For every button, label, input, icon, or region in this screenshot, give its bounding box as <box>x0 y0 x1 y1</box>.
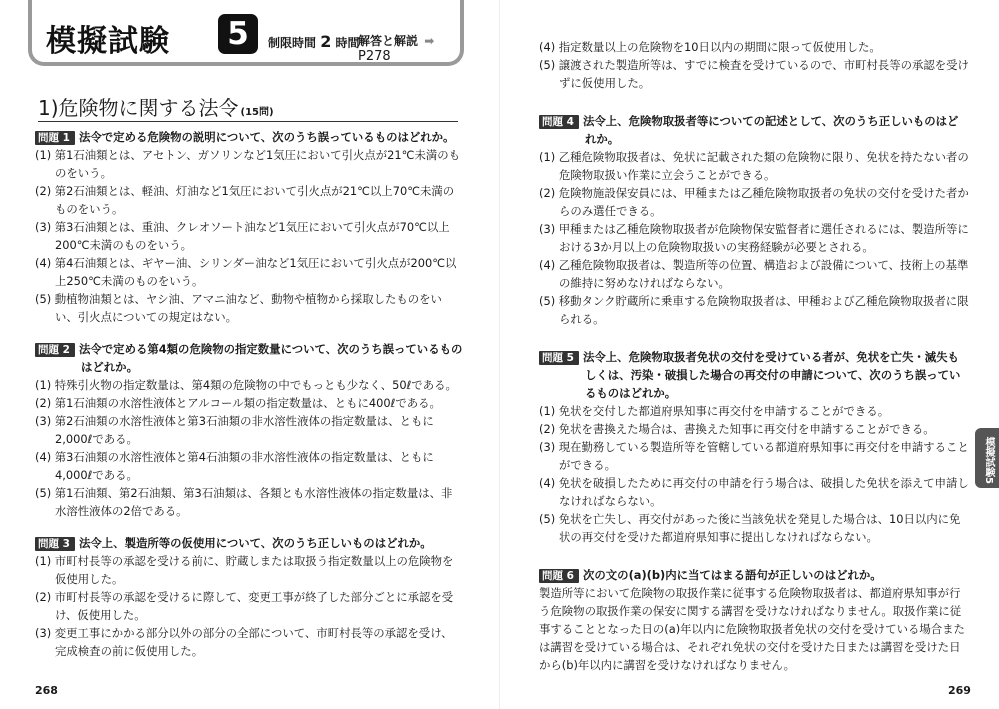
time-limit-label: 制限時間 <box>268 36 317 50</box>
page-number-left: 268 <box>35 684 58 697</box>
option: (1) 免状を交付した都道府県知事に再交付を申請することができる。 <box>539 404 890 418</box>
question-text: 法令で定める危険物の説明について、次のうち誤っているものはどれか。 <box>79 130 455 144</box>
question-1 <box>35 128 463 326</box>
option: (3) 現在勤務している製造所等を管轄している都道府県知事に再交付を申請することができる。 <box>539 440 969 472</box>
option: (4) 指定数量以上の危険物を10日以内の期間に限って仮使用した。 <box>539 40 881 54</box>
option: (1) 市町村長等の承認を受ける前に、貯蔵しまたは取扱う指定数量以上の危険物を仮使用した。 <box>35 554 454 586</box>
section-title-text: 1)危険物に関する法令 <box>38 96 239 120</box>
question-4 <box>539 112 969 328</box>
option: (4) 乙種危険物取扱者は、製造所等の位置、構造および設備について、技術上の基準の維持に努めなければならない。 <box>539 258 969 290</box>
right-column <box>539 38 969 688</box>
section-question-count: (15問) <box>240 107 274 118</box>
chapter-side-tab: 模擬試験5 <box>975 428 999 488</box>
question-text: 法令で定める第4類の危険物の指定数量について、次のうち誤っているものはどれか。 <box>79 342 463 374</box>
question-badge: 問題 1 <box>35 131 75 145</box>
option: (2) 市町村長等の承認を受けるに際して、変更工事が終了した部分ごとに承認を受け、仮使用した。 <box>35 590 454 622</box>
exam-header <box>28 0 464 66</box>
option: (4) 第3石油類の水溶性液体と第4石油類の非水溶性液体の指定数量は、ともに4,000ℓである。 <box>35 450 434 482</box>
time-limit <box>268 32 360 51</box>
question-3 <box>35 534 463 660</box>
page-spine <box>499 0 500 709</box>
question-text: 法令上、製造所等の仮使用について、次のうち正しいものはどれか。 <box>79 536 432 550</box>
page-number-right: 269 <box>948 684 971 697</box>
time-limit-unit: 時間 <box>335 36 360 50</box>
option: (1) 第1石油類とは、アセトン、ガソリンなど1気圧において引火点が21℃未満のものをいう。 <box>35 148 461 180</box>
option: (1) 乙種危険物取扱者は、免状に記載された類の危険物に限り、免状を持たない者の危険物取扱い作業に立会うことができる。 <box>539 150 969 182</box>
exam-number: 5 <box>218 14 258 54</box>
section-title <box>38 92 458 122</box>
option: (4) 第4石油類とは、ギヤー油、シリンダー油など1気圧において引火点が200℃以上250℃未満のものをいう。 <box>35 256 457 288</box>
option: (2) 免状を書換えた場合は、書換えた知事に再交付を申請することができる。 <box>539 422 935 436</box>
question-text: 法令上、危険物取扱者免状の交付を受けている者が、免状を亡失・滅失もしくは、汚染・破損した場合の再交付の申請について、次のうち誤っているものはどれか。 <box>583 350 961 400</box>
question-badge: 問題 3 <box>35 537 75 551</box>
option: (1) 特殊引火物の指定数量は、第4類の危険物の中でもっとも少なく、50ℓである。 <box>35 378 457 392</box>
question-badge: 問題 4 <box>539 115 579 129</box>
question-badge: 問題 6 <box>539 569 579 583</box>
question-text: 次の文の(a)(b)内に当てはまる語句が正しいのはどれか。 <box>583 568 882 582</box>
question-2 <box>35 340 463 520</box>
time-limit-value: 2 <box>320 32 332 51</box>
answer-page-ref: P278 <box>358 49 391 64</box>
option: (5) 第1石油類、第2石油類、第3石油類は、各類とも水溶性液体の指定数量は、非水溶性液体の2倍である。 <box>35 486 453 518</box>
option: (3) 甲種または乙種危険物取扱者が危険物保安監督者に選任されるには、製造所等における3か月以上の危険物取扱いの実務経験が必要とされる。 <box>539 222 969 254</box>
option: (5) 免状を亡失し、再交付があった後に当該免状を発見した場合は、10日以内に免状の再交付を受けた都道府県知事に提出しなければならない。 <box>539 512 961 544</box>
option: (2) 第1石油類の水溶性液体とアルコール類の指定数量は、ともに400ℓである。 <box>35 396 441 410</box>
question-badge: 問題 5 <box>539 351 579 365</box>
option: (2) 危険物施設保安員には、甲種または乙種危険物取扱者の免状の交付を受けた者からのみ選任できる。 <box>539 186 969 218</box>
question-text: 法令上、危険物取扱者等についての記述として、次のうち正しいものはどれか。 <box>583 114 959 146</box>
question-6 <box>539 566 969 674</box>
option: (5) 移動タンク貯蔵所に乗車する危険物取扱者は、甲種および乙種危険物取扱者に限られる。 <box>539 294 969 326</box>
question-paragraph: 製造所等において危険物の取扱作業に従事する危険物取扱者は、都道府県知事が行う危険物の取扱作業の保安に関する講習を受けなければなりません。取扱作業に従事することとなった日の(a)年以内に危険物取扱者免状の交付を受けている場合または講習を受けている場合は、それぞれ免状の交付を受けた日または講習を受けた日から(b)年以内に講習を受けなければなりません。 <box>539 586 965 672</box>
left-column <box>35 128 463 674</box>
option: (3) 第3石油類とは、重油、クレオソート油など1気圧において引火点が70℃以上200℃未満のものをいう。 <box>35 220 450 252</box>
option: (3) 第2石油類の水溶性液体と第3石油類の非水溶性液体の指定数量は、ともに2,000ℓである。 <box>35 414 434 446</box>
option: (2) 第2石油類とは、軽油、灯油など1気圧において引火点が21℃以上70℃未満のものをいう。 <box>35 184 455 216</box>
option: (3) 変更工事にかかる部分以外の部分の全部について、市町村長等の承認を受け、完成検査の前に仮使用した。 <box>35 626 453 658</box>
option: (5) 譲渡された製造所等は、すでに検査を受けているので、市町村長等の承認を受けずに仮使用した。 <box>539 58 969 90</box>
question-badge: 問題 2 <box>35 343 75 357</box>
option: (5) 動植物油類とは、ヤシ油、アマニ油など、動物や植物から採取したものをいい、引火点についての規定はない。 <box>35 292 442 324</box>
exam-title: 模擬試験 <box>46 24 170 59</box>
arrow-right-icon: ➡ <box>424 34 435 48</box>
answer-label: 解答と解説 <box>358 34 419 48</box>
question-3-continued <box>539 38 969 92</box>
question-5 <box>539 348 969 546</box>
option: (4) 免状を破損したために再交付の申請を行う場合は、破損した免状を添えて申請しなければならない。 <box>539 476 969 508</box>
answer-reference <box>358 32 460 64</box>
